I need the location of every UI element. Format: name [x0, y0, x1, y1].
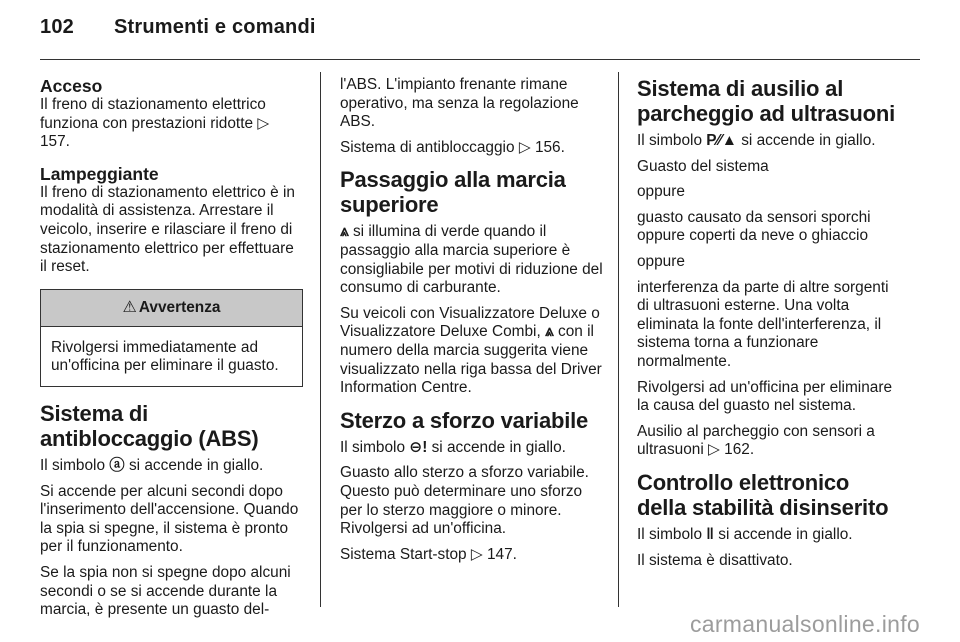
watermark: carmanualsonline.info	[689, 611, 920, 637]
warning-title: Avvertenza	[138, 298, 221, 316]
esc-symbol-text: Il simbolo ǁ si accende in giallo.	[637, 525, 853, 543]
abs-symbol-text: Il simbolo ⓐ si accende in giallo.	[40, 456, 264, 474]
abs-continuation: l'ABS. L'impianto frenante rimane operativo, ma senza la regolazione ABS.	[340, 76, 579, 131]
shift-up-icon: ⩓	[545, 323, 554, 341]
steering-paragraph-2: Guasto allo sterzo a sforzo variabile. Questo può determinare uno sforzo per lo sterzo maggiore o minore. Rivolgersi ad un'officina.	[340, 464, 589, 538]
ref-arrow-icon: ▷	[257, 114, 270, 132]
shift-heading: Passaggio alla marcia superiore	[340, 167, 566, 218]
shift-up-icon: ⩓	[340, 223, 349, 241]
column-2	[340, 76, 603, 571]
warning-box	[40, 289, 303, 387]
parking-symbol-text: Il simbolo P⁄⁄▲ si accende in giallo.	[637, 132, 876, 149]
acceso-text: Il freno di stazionamento elettrico funziona con prestazioni ridotte ▷ 157.	[40, 96, 270, 151]
ref-arrow-icon: ▷	[470, 545, 483, 563]
abs-paragraph-2: Si accende per alcuni secondi dopo l'inserimento dell'accensione. Quando la spia si spegne, il sistema è pronto per il funzionamento.	[40, 482, 299, 556]
abs-paragraph-3: Se la spia non si spegne dopo alcuni secondi o se si accende durante la marcia, è presente un guasto del-	[40, 563, 291, 619]
steering-heading: Sterzo a sforzo variabile	[340, 407, 589, 433]
lampeggiante-title: Lampeggiante	[40, 163, 159, 184]
parking-paragraph-6: interferenza da parte di altre sorgenti di ultrasuoni esterne. Una volta eliminata la fonte dell'interferenza, il sistema torna a funzionare normalmente.	[637, 278, 889, 370]
column-1	[40, 76, 303, 627]
page-number: 102	[40, 16, 74, 38]
lampeggiante-text: Il freno di stazionamento elettrico è in modalità di assistenza. Arrestare il veicolo, inserire e rilasciare il freno di stazionamento elettrico per effettuare il reset.	[40, 183, 295, 276]
steering-reference: Sistema Start-stop ▷ 147.	[340, 545, 517, 563]
shift-paragraph-1: ⩓ si illumina di verde quando il passaggio alla marcia superiore è consigliabile per motivi di riduzione del consumo di carburante.	[340, 223, 603, 297]
parking-paragraph-5: oppure	[637, 252, 685, 270]
esc-paragraph-2: Il sistema è disattivato.	[637, 551, 793, 569]
parking-paragraph-4: guasto causato da sensori sporchi oppure coperti da neve o ghiaccio	[637, 208, 871, 245]
ref-arrow-icon: ▷	[708, 441, 720, 459]
abs-warning-icon: ⓐ	[109, 456, 125, 474]
column-3	[637, 76, 900, 577]
header-divider	[40, 59, 920, 60]
acceso-page-ref: 157.	[40, 133, 70, 151]
esc-off-icon: ǁ	[706, 525, 714, 543]
warning-header	[41, 290, 302, 327]
acceso-section	[40, 76, 303, 152]
ref-arrow-icon: ▷	[518, 138, 531, 156]
parking-paragraph-3: oppure	[637, 183, 685, 201]
acceso-title: Acceso	[40, 76, 103, 96]
lampeggiante-section	[40, 164, 303, 277]
warning-triangle-icon: ⚠	[122, 298, 137, 316]
parking-paragraph-2: Guasto del sistema	[637, 157, 769, 175]
column-divider-1	[320, 72, 321, 607]
page-header	[40, 16, 316, 39]
column-divider-2	[618, 72, 619, 607]
parking-reference: Ausilio al parcheggio con sensori a ultrasuoni ▷ 162.	[637, 422, 875, 459]
abs-heading: Sistema di antibloccaggio (ABS)	[40, 400, 259, 451]
steering-warning-icon: ⊖!	[409, 438, 428, 456]
abs-reference: Sistema di antibloccaggio ▷ 156.	[340, 138, 565, 156]
warning-text: Rivolgersi immediatamente ad un'officina per eliminare il guasto.	[51, 338, 279, 375]
esc-heading: Controllo elettronico della stabilità disinserito	[637, 469, 889, 520]
steering-symbol-text: Il simbolo ⊖! si accende in giallo.	[340, 438, 566, 456]
parking-paragraph-7: Rivolgersi ad un'officina per eliminare la causa del guasto nel sistema.	[637, 378, 893, 415]
shift-paragraph-2: Su veicoli con Visualizzatore Deluxe o Visualizzatore Deluxe Combi, ⩓ con il numero della marcia suggerita viene visualizzato nella riga bassa del Driver Information Centre.	[340, 304, 602, 397]
page-title: Strumenti e comandi	[114, 16, 316, 38]
parking-assist-icon: P⁄⁄▲	[706, 132, 737, 149]
parking-heading: Sistema di ausilio al parcheggio ad ultrasuoni	[637, 76, 896, 126]
